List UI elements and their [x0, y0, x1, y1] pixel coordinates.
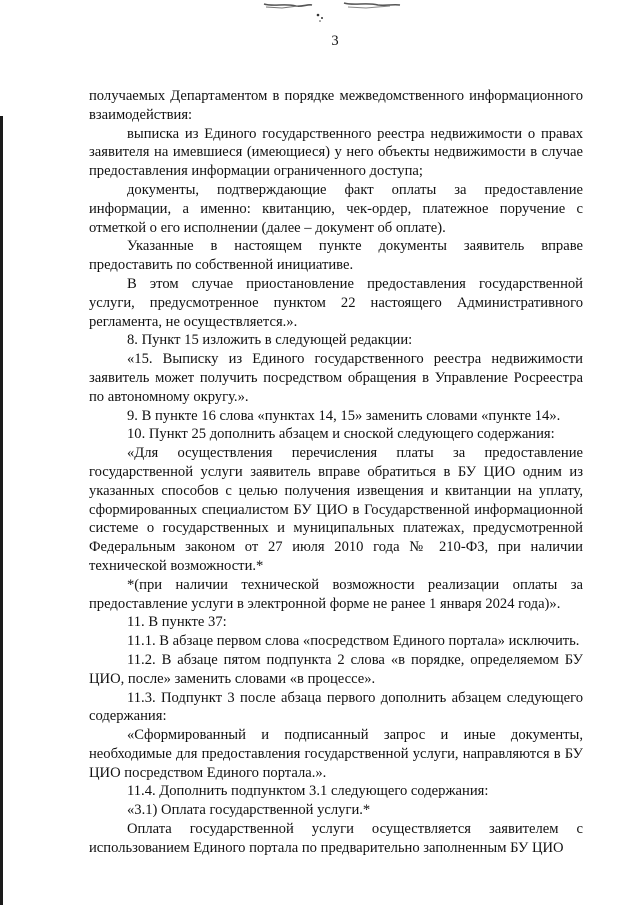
scan-edge-bar: [0, 116, 3, 905]
paragraph: «3.1) Оплата государственной услуги.*: [127, 802, 371, 819]
paragraph: 11.3. Подпункт 3 после абзаца первого дополнить абзацем следующего содержания:: [89, 689, 583, 725]
paragraph: получаемых Департаментом в порядке межведомственного информационного взаимодействия:: [89, 88, 583, 123]
paragraph: 8. Пункт 15 изложить в следующей редакции:: [127, 332, 413, 349]
paragraph: В этом случае приостановление предоставления государственной услуги, предусмотренное пунктом 22 настоящего Административного регламента, не осуществляется.».: [89, 275, 583, 330]
paragraph: *(при наличии технической возможности реализации оплаты за предоставление услуги в электронной форме не ранее 1 января 2024 года)».: [89, 576, 583, 612]
paragraph: 11.4. Дополнить подпунктом 3.1 следующего содержания:: [127, 783, 489, 800]
page-number: 3: [331, 33, 339, 49]
paragraph: документы, подтверждающие факт оплаты за предоставление информации, а именно: квитанцию, чек-ордер, платежное поручение с отметкой о его исполнении (далее – документ об оплате).: [89, 181, 583, 236]
paragraph: 10. Пункт 25 дополнить абзацем и сноской следующего содержания:: [127, 426, 555, 443]
document-body: [89, 87, 583, 858]
paragraph: выписка из Единого государственного реестра недвижимости о правах заявителя на имевшиеся (имеющиеся) у него объекты недвижимости в случае предоставления информации ограниченного доступа;: [89, 125, 583, 180]
paragraph: 9. В пункте 16 слова «пунктах 14, 15» заменить словами «пункте 14».: [127, 407, 561, 424]
paragraph: 11. В пункте 37:: [127, 614, 227, 631]
scan-mark-top: [262, 0, 412, 24]
paragraph: 11.2. В абзаце пятом подпункта 2 слова «в порядке, определяемом БУ ЦИО, после» заменить словами «в процессе».: [89, 651, 583, 687]
paragraph: «Для осуществления перечисления платы за предоставление государственной услуги заявитель вправе обратиться в БУ ЦИО одним из указанных способов с целью получения извещения и квитанции на уплату, сформированных специалистом БУ ЦИО в Государственной информационной системе о государственных и муниципальных платежах, предусмотренной Федеральным законом от 27 июля 2010 года № 210-ФЗ, при наличии технической возможности.*: [89, 445, 583, 574]
paragraph: 11.1. В абзаце первом слова «посредством Единого портала» исключить.: [127, 633, 580, 650]
paragraph: Указанные в настоящем пункте документы заявитель вправе предоставить по собственной инициативе.: [89, 238, 583, 274]
paragraph: Оплата государственной услуги осуществляется заявителем с использованием Единого портала по предварительно заполненным БУ ЦИО: [89, 821, 583, 856]
paragraph: «Сформированный и подписанный запрос и иные документы, необходимые для предоставления государственной услуги, направляются в БУ ЦИО посредством Единого портала.».: [89, 727, 583, 781]
paragraph: «15. Выписку из Единого государственного реестра недвижимости заявитель может получить посредством обращения в Управление Росреестра по автономному округу.».: [89, 351, 583, 405]
